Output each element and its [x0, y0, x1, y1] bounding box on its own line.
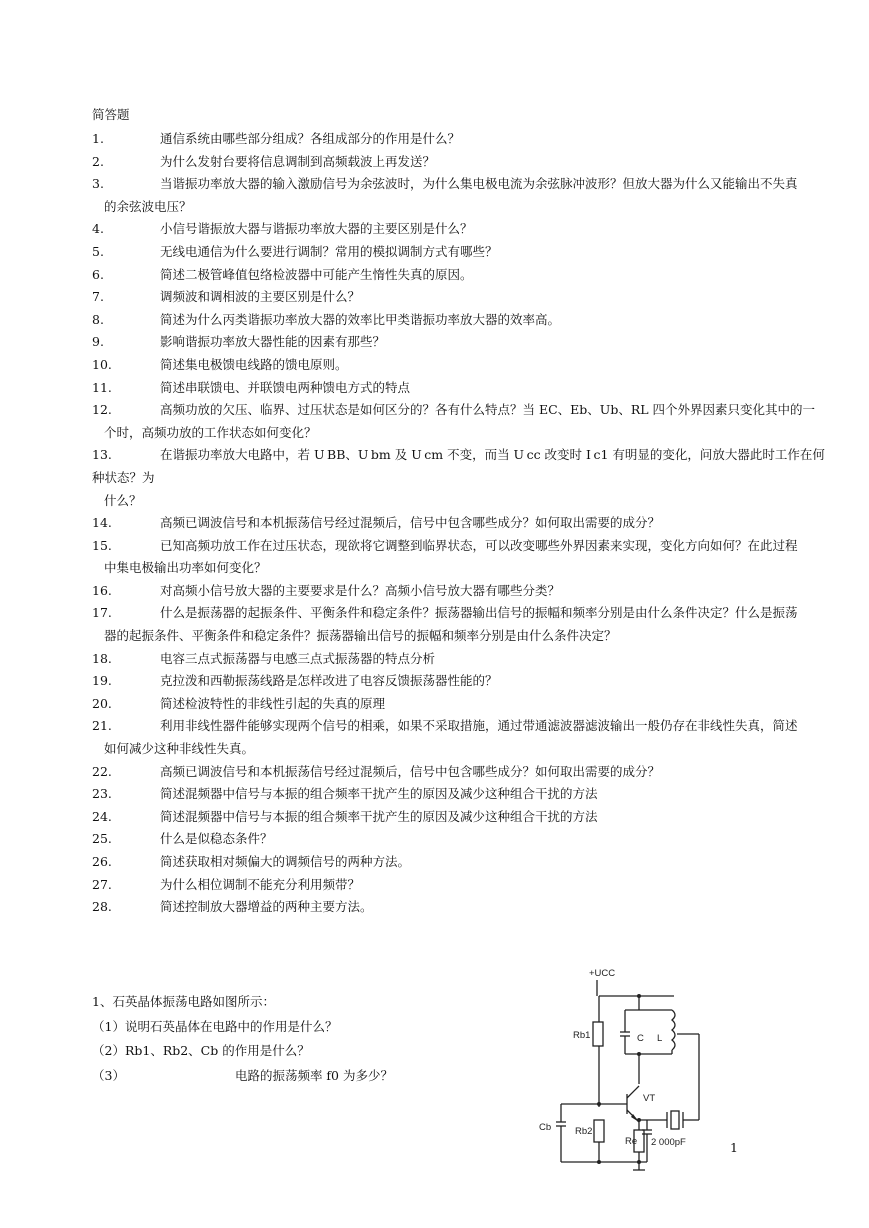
problem-question-2: （2）Rb1、Rb2、Cb 的作用是什么？ [92, 1043, 310, 1058]
question-item [92, 218, 832, 241]
question-line [92, 286, 832, 309]
question-item [92, 128, 832, 151]
question-continuation: 什么？ [104, 492, 142, 508]
question-item [92, 715, 832, 760]
question-text: 简述为什么丙类谐振功率放大器的效率比甲类谐振功率放大器的效率高。 [160, 311, 561, 327]
question-text: 什么是振荡器的起振条件、平衡条件和稳定条件？振荡器输出信号的振幅和频率分别是由什么条件决定？什么是振荡 [160, 605, 798, 621]
question-line [92, 693, 832, 716]
question-item [92, 761, 832, 784]
question-text: 电容三点式振荡器与电感三点式振荡器的特点分析 [160, 650, 436, 666]
question-item [92, 580, 832, 603]
question-number: 27. [92, 876, 112, 892]
problem-question-3 [92, 1064, 512, 1089]
question-number: 3. [92, 176, 104, 192]
question-text: 简述串联馈电、并联馈电两种馈电方式的特点 [160, 379, 411, 395]
question-number: 25. [92, 831, 112, 847]
question-line [92, 309, 832, 332]
question-text: 高频已调波信号和本机振荡信号经过混频后，信号中包含哪些成分？如何取出需要的成分？ [160, 763, 661, 779]
question-text: 克拉泼和西勒振荡线路是怎样改进了电容反馈振荡器性能的？ [160, 673, 498, 689]
question-item [92, 377, 832, 400]
question-item [92, 286, 832, 309]
question-line [92, 218, 832, 241]
question-item [92, 151, 832, 174]
question-continuation: 如何减少这种非线性失真。 [104, 741, 255, 757]
question-number: 18. [92, 650, 112, 666]
question-text: 通信系统由哪些部分组成？各组成部分的作用是什么？ [160, 131, 461, 146]
problem-block [92, 990, 512, 1088]
question-item [92, 896, 832, 919]
question-item [92, 851, 832, 874]
question-text: 高频已调波信号和本机振荡信号经过混频后，信号中包含哪些成分？如何取出需要的成分？ [160, 515, 661, 531]
question-line [92, 670, 832, 693]
question-item [92, 331, 832, 354]
question-number: 11. [92, 379, 112, 395]
question-number: 26. [92, 854, 112, 869]
question-item [92, 806, 832, 829]
question-number: 22. [92, 763, 112, 779]
question-number: 7. [92, 289, 104, 305]
question-text: 简述混频器中信号与本振的组合频率干扰产生的原因及减少这种组合干扰的方法 [160, 808, 598, 824]
question-number: 2. [92, 153, 104, 169]
question-line [92, 331, 832, 354]
question-number: 10. [92, 356, 112, 372]
rb2-label: Rb2 [575, 1126, 593, 1137]
question-item [92, 828, 832, 851]
question-item [92, 602, 832, 647]
question-text: 对高频小信号放大器的主要要求是什么？高频小信号放大器有哪些分类？ [160, 582, 561, 598]
question-number: 14. [92, 515, 112, 531]
question-text: 利用非线性器件能够实现两个信号的相乘，如果不采取措施，通过带通滤波器滤波输出一般仍存在非线性失真，简述 [160, 718, 798, 734]
question-item [92, 783, 832, 806]
question-item [92, 173, 832, 218]
question-number: 16. [92, 582, 112, 598]
question-line [92, 241, 832, 264]
question-text: 简述控制放大器增益的两种主要方法。 [160, 899, 373, 915]
question-line [92, 783, 832, 806]
question-item [92, 241, 832, 264]
question-number: 4. [92, 221, 104, 237]
question-line [92, 535, 832, 558]
question-text: 高频功放的欠压、临界、过压状态是如何区分的？各有什么特点？当 EC、Eb、Ub、RL 四个外界因素只变化其中的一 [160, 402, 816, 418]
question-text: 简述检波特性的非线性引起的失真的原理 [160, 695, 386, 711]
question-line [92, 399, 832, 422]
question-text: 小信号谐振放大器与谐振功率放大器的主要区别是什么？ [160, 221, 473, 237]
question-text: 影响谐振功率放大器性能的因素有那些？ [160, 334, 386, 350]
question-number: 12. [92, 402, 112, 418]
question-text: 调频波和调相波的主要区别是什么？ [160, 289, 361, 305]
question-item [92, 512, 832, 535]
supply-label: +UCC [589, 968, 616, 979]
question-line [92, 761, 832, 784]
question-number: 13. [92, 447, 112, 463]
question-line [92, 874, 832, 897]
inductor-l-label: L [657, 1033, 663, 1044]
question-text: 什么是似稳态条件？ [160, 831, 273, 847]
question-line [92, 173, 832, 196]
question-line [92, 151, 832, 174]
question-continuation: 的余弦波电压？ [104, 198, 192, 214]
page-title: 简答题 [92, 107, 130, 122]
question-item [92, 535, 832, 580]
question-number: 24. [92, 808, 112, 824]
question-text: 为什么发射台要将信息调制到高频载波上再发送？ [160, 153, 436, 169]
question-number: 5. [92, 243, 104, 259]
problem-question-1: （1）说明石英晶体在电路中的作用是什么？ [92, 1018, 338, 1034]
question-continuation: 器的起振条件、平衡条件和稳定条件？振荡器输出信号的振幅和频率分别是由什么条件决定？ [104, 628, 617, 644]
question-line [92, 715, 832, 738]
problem-question-3-text: 电路的振荡频率 f0 为多少？ [234, 1067, 393, 1083]
page-number: 1 [730, 1140, 738, 1155]
question-continuation: 个时，高频功放的工作状态如何变化？ [104, 424, 317, 440]
rb1-label: Rb1 [573, 1030, 591, 1041]
question-text: 简述混频器中信号与本振的组合频率干扰产生的原因及减少这种组合干扰的方法 [160, 786, 598, 802]
question-item [92, 399, 832, 444]
question-list [92, 128, 832, 919]
question-number: 8. [92, 311, 104, 327]
re-label: Re [625, 1136, 638, 1147]
question-number: 28. [92, 899, 112, 915]
question-text: 已知高频功放工作在过压状态，现欲将它调整到临界状态，可以改变哪些外界因素来实现，变化方向如何？在此过程 [160, 537, 798, 553]
question-item [92, 264, 832, 287]
question-number: 23. [92, 786, 112, 802]
capacitor-value-label: 2 000pF [651, 1137, 686, 1148]
question-item [92, 693, 832, 716]
question-number: 15. [92, 537, 112, 553]
question-item [92, 670, 832, 693]
question-number: 1. [92, 131, 104, 146]
question-number: 9. [92, 334, 104, 350]
question-number: 6. [92, 266, 104, 282]
problem-question-3-label: （3） [92, 1067, 125, 1083]
question-line [92, 580, 832, 603]
question-item [92, 354, 832, 377]
question-text: 为什么相位调制不能充分利用频带？ [160, 876, 361, 892]
question-line [92, 806, 832, 829]
question-line [92, 851, 832, 874]
question-line [92, 128, 832, 151]
problem-intro: 1、石英晶体振荡电路如图所示： [92, 994, 275, 1009]
question-number: 20. [92, 695, 112, 711]
question-line [92, 264, 832, 287]
question-number: 17. [92, 605, 112, 621]
question-text: 简述二极管峰值包络检波器中可能产生惰性失真的原因。 [160, 266, 473, 282]
question-number: 19. [92, 673, 112, 689]
question-number: 21. [92, 718, 112, 734]
question-text: 在谐振功率放大电路中，若 U BB、U bm 及 U cm 不变，而当 U cc 改变时 I c1 有明显的变化，问放大器此时工作在何种状态？为 [92, 447, 825, 485]
question-line [92, 354, 832, 377]
question-line [92, 444, 832, 489]
crystal-oscillator-circuit-diagram [527, 962, 717, 1187]
question-item [92, 309, 832, 332]
question-text: 简述获取相对频偏大的调频信号的两种方法。 [160, 854, 411, 869]
question-line [92, 828, 832, 851]
cb-label: Cb [539, 1122, 552, 1133]
question-item [92, 874, 832, 897]
question-item [92, 648, 832, 671]
question-line [92, 512, 832, 535]
question-line [92, 602, 832, 625]
transistor-vt-label: VT [643, 1093, 656, 1104]
question-text: 当谐振功率放大器的输入激励信号为余弦波时，为什么集电极电流为余弦脉冲波形？但放大器为什么又能输出不失真 [160, 176, 798, 192]
question-line [92, 896, 832, 919]
question-item [92, 444, 832, 512]
question-text: 无线电通信为什么要进行调制？常用的模拟调制方式有哪些？ [160, 243, 498, 259]
question-line [92, 377, 832, 400]
question-text: 简述集电极馈电线路的馈电原则。 [160, 356, 348, 372]
question-continuation: 中集电极输出功率如何变化？ [104, 560, 267, 576]
question-line [92, 648, 832, 671]
capacitor-c-label: C [637, 1033, 644, 1044]
